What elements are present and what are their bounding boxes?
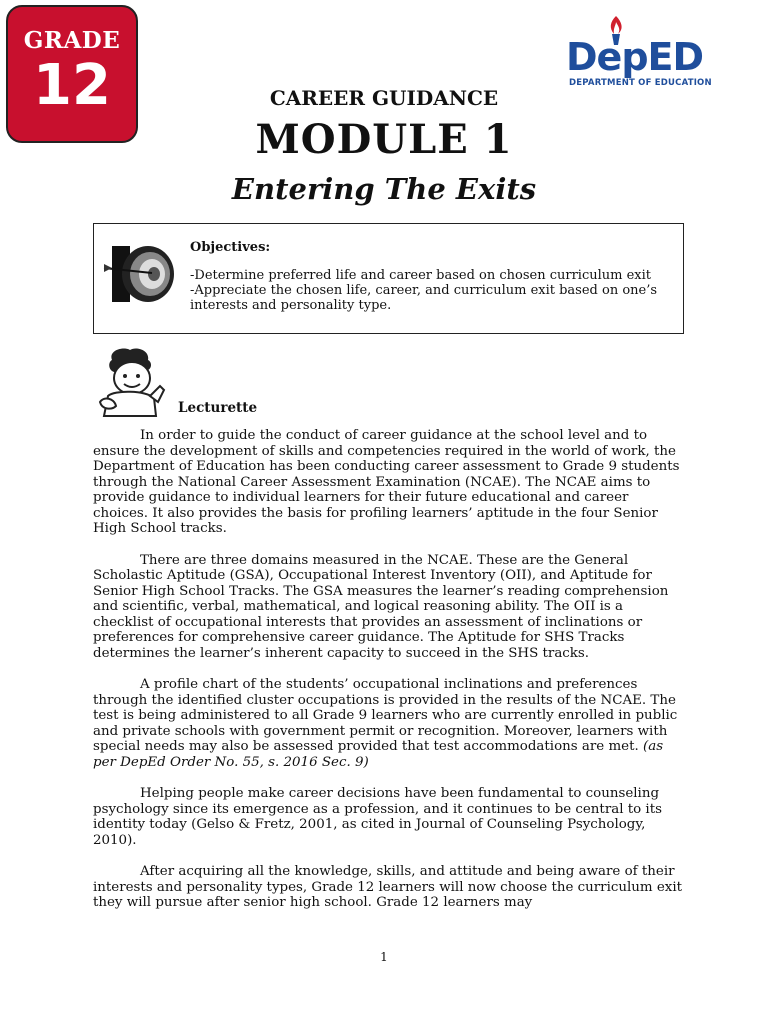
deped-logo [566,14,716,94]
paragraph: Helping people make career decisions have been fundamental to counseling psychology since its emergence as a profession, and it continues to be central to its identity today (Gelso & Fretz, 2001, as cited in Journal of Counseling Psychology, 2010). [93,786,662,848]
objectives-heading: Objectives: [190,240,271,255]
paragraph [93,677,683,770]
grade-label: GRADE [23,27,121,54]
page-number: 1 [380,950,388,964]
kid-thumbs-up-icon [94,346,174,420]
objectives-list [190,268,670,313]
paragraph: In order to guide the conduct of career guidance at the school level and to ensure the development of skills and competencies required in the world of work, the Department of Education has been conducting career assessment to Grade 9 students through the National Career Assessment Examination (NCAE). The NCAE aims to provide guidance to individual learners for their future educational and career choices. It also provides the basis for profiling learners’ aptitude in the four Senior High School tracks. [93,428,680,536]
lecturette-heading: Lecturette [178,400,258,416]
lecturette-body [93,428,683,927]
subject-heading: CAREER GUIDANCE [269,86,499,110]
objective-item: -Appreciate the chosen life, career, and curriculum exit based on one’s interests and personality type. [190,283,658,313]
logo-text: DepED [566,35,704,79]
module-subtitle: Entering The Exits [231,172,537,206]
paragraph: After acquiring all the knowledge, skills, and attitude and being aware of their interests and personality types, Grade 12 learners will now choose the curriculum exit they will pursue after senior high school. Grade 12 learners may [93,864,682,910]
module-title: MODULE 1 [255,116,513,163]
grade-number: 12 [33,53,111,118]
paragraph-text: A profile chart of the students’ occupational inclinations and preferences through the identified cluster occupations is provided in the results of the NCAE. The test is being administered to all Grade 9 learners who are currently enrolled in public and private schools with government permit or recognition. Moreover, learners with special needs may also be assessed provided that test accommodations are met. [93,677,678,754]
target-icon [102,238,186,308]
objective-item: -Determine preferred life and career based on chosen curriculum exit [190,268,652,283]
paragraph: There are three domains measured in the NCAE. These are the General Scholastic Aptitude (GSA), Occupational Interest Inventory (OII), and Aptitude for Senior High School Tracks. The GSA measures the learner’s reading comprehension and scientific, verbal, mathematical, and logical reasoning ability. The OII is a checklist of occupational interests that provides an assessment of inclinations or preferences for comprehensive career guidance. The Aptitude for SHS Tracks determines the learner’s inherent capacity to succeed in the SHS tracks. [93,552,669,661]
logo-subtitle: DEPARTMENT OF EDUCATION [569,78,712,88]
objectives-box [93,223,684,334]
citation: (as per DepEd Order No. 55, s. 2016 Sec. 9) [93,739,664,770]
